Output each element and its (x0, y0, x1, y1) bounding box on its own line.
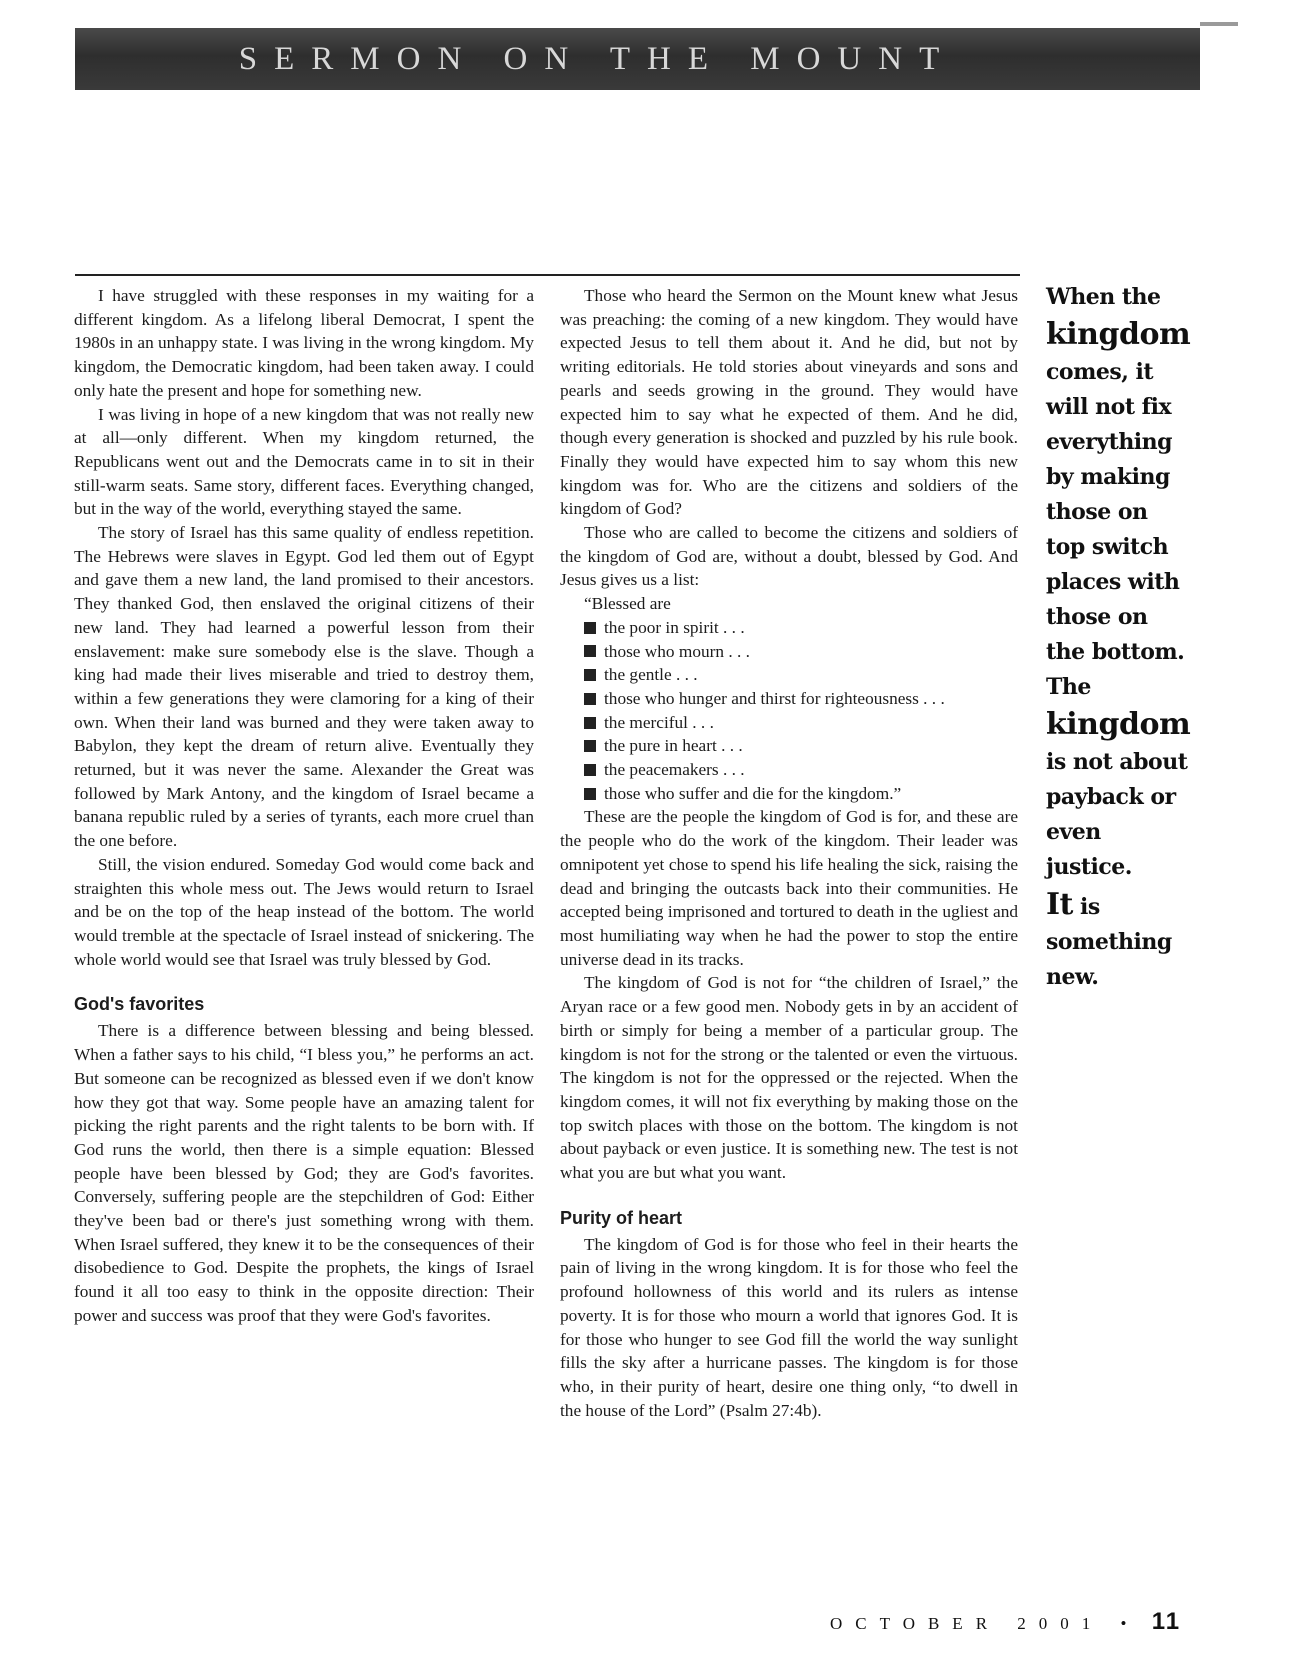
pull-quote-line: the bottom. (1046, 639, 1185, 665)
divider (75, 274, 1020, 276)
pull-quote-line: even (1046, 819, 1101, 845)
pull-quote-line: justice. (1046, 854, 1132, 880)
list-item: the peacemakers . . . (584, 758, 1018, 782)
paragraph: There is a difference between blessing and being blessed. When a father says to his child, “I bless you,” he performs an act. But someone can be recognized as blessed even if we don't know how they got that way. Some people have an amazing talent for picking the right parents and the right talents to be born with. If God runs the world, then there is a simple equation: Blessed people have been blessed by God; they are God's favorites. Conversely, suffering people are the stepchildren of God: Either they've been bad or there's just something wrong with them. When Israel suffered, they knew it to be the consequences of their disobedience to God. Despite the prophets, the kings of Israel found it all too easy to think in the opposite direction: Their power and success was proof that they were God's favorites. (74, 1021, 534, 1325)
paragraph: Those who are called to become the citizens and soldiers of the kingdom of God are, without a doubt, blessed by God. And Jesus gives us a list: (560, 523, 1018, 590)
paragraph: Still, the vision endured. Someday God would come back and straighten this whole mess out. The Jews would return to Israel and be on the top of the heap instead of the bottom. The world would tremble at the spectacle of Israel instead of snickering. The whole world would see that Israel was truly blessed by God. (74, 854, 534, 969)
bullet-separator: • (1120, 1614, 1135, 1633)
paragraph: The kingdom of God is for those who feel in their hearts the pain of living in the wrong kingdom. It is for those who feel the profound hollowness of this world and its rulers as intense poverty. It is for those who mourn a world that ignores God. It is for those who hunger to see God fill the world the way sunlight fills the sky after a hurricane passes. The kingdom is for those who, in their purity of heart, desire one thing only, “to dwell in the house of the Lord” (Psalm 27:4b). (560, 1234, 1018, 1420)
pull-quote-line: those on (1046, 499, 1148, 525)
paragraph: Those who heard the Sermon on the Mount knew what Jesus was preaching: the coming of a new kingdom. They would have expected Jesus to tell them about it. And he did, but not by writing editorials. He told stories about vineyards and sons and pearls and seeds growing in the ground. They would have expected him to say what he expected of them. And he did, though every generation is shocked and puzzled by his rule book. Finally they would have expected him to say whom this new kingdom was for. Who are the citizens and soldiers of the kingdom of God? (560, 286, 1018, 519)
square-bullet-icon (584, 764, 596, 776)
paragraph: I was living in hope of a new kingdom that was not really new at all—only different. When my kingdom returned, the Republicans went out and the Democrats came in to sit in their still-warm seats. Same story, different faces. Everything changed, but in the way of the world, everything stayed the same. (74, 404, 534, 519)
header-accent (1200, 22, 1238, 26)
pull-quote-line: When the (1046, 284, 1161, 310)
pull-quote-line: payback or (1046, 784, 1176, 810)
list-item: the pure in heart . . . (584, 734, 1018, 758)
pull-quote-line: kingdom (1046, 317, 1191, 352)
list-item: those who suffer and die for the kingdom.” (584, 782, 1018, 806)
square-bullet-icon (584, 622, 596, 634)
list-item: the gentle . . . (584, 663, 1018, 687)
pull-quote-line: will not fix (1046, 394, 1172, 420)
section-heading: God's favorites (74, 994, 205, 1015)
pull-quote-line: is not about (1046, 749, 1188, 775)
square-bullet-icon (584, 693, 596, 705)
square-bullet-icon (584, 645, 596, 657)
list-item: those who hunger and thirst for righteousness . . . (584, 687, 1018, 711)
pull-quote-line: by making (1046, 464, 1170, 490)
pull-quote-line: new. (1046, 964, 1099, 990)
page-number: 11 (1151, 1608, 1182, 1635)
section-heading: Purity of heart (560, 1207, 683, 1228)
pull-quote-line: those on (1046, 604, 1148, 630)
paragraph: The story of Israel has this same quality of endless repetition. The Hebrews were slaves in Egypt. God led them out of Egypt and gave them a new land, the land promised to their ancestors. They thanked God, then enslaved the original citizens of their new land. They had learned a powerful lesson from their enslavement: make sure somebody else is the slave. Though a king had made their lives miserable and tried to destroy them, within a few generations they were clamoring for a king of their own. When their land was burned and they were taken away to Babylon, they kept the dream of return alive. Eventually they returned, but it was never the same. Alexander the Great was followed by Mark Antony, and the kingdom of Israel became a banana republic ruled by a series of tyrants, each more cruel than the one before. (74, 523, 534, 851)
section-title: SERMON ON THE MOUNT (238, 40, 957, 77)
list-item: the poor in spirit . . . (584, 616, 1018, 640)
list-intro: “Blessed are (584, 594, 671, 614)
article-column-2 (560, 284, 1018, 1422)
pull-quote (1046, 280, 1196, 995)
pull-quote-line: It is (1046, 887, 1100, 922)
list-item: those who mourn . . . (584, 640, 1018, 664)
square-bullet-icon (584, 788, 596, 800)
paragraph: The kingdom of God is not for “the children of Israel,” the Aryan race or a few good men. Nobody gets in by an accident of birth or simply for being a member of a particular group. The kingdom is not for the strong or the talented or even the virtuous. The kingdom is not for the oppressed or the rejected. When the kingdom comes, it will not fix everything by making those on the top switch places with those on the bottom. The kingdom is not about payback or even justice. It is something new. The test is not what you are but what you want. (560, 973, 1018, 1183)
pull-quote-line: places with (1046, 569, 1180, 595)
list-item: the merciful . . . (584, 711, 1018, 735)
pull-quote-line: comes, it (1046, 359, 1154, 385)
beatitudes-list (560, 616, 1018, 806)
issue-date: OCTOBER 2001 (830, 1614, 1104, 1633)
pull-quote-line: something (1046, 929, 1172, 955)
pull-quote-line: top switch (1046, 534, 1169, 560)
pull-quote-line: The (1046, 674, 1091, 700)
pull-quote-line: everything (1046, 429, 1173, 455)
paragraph: These are the people the kingdom of God is for, and these are the people who do the work of the kingdom. Their leader was omnipotent yet chose to spend his life healing the sick, raising the dead and bringing the outcasts back into their communities. He accepted being imprisoned and tortured to death in the ugliest and most humiliating way when he had the power to stop the entire universe dead in its tracks. (560, 807, 1018, 969)
article-column-1 (74, 284, 534, 1328)
paragraph: I have struggled with these responses in my waiting for a different kingdom. As a lifelong liberal Democrat, I spent the 1980s in an unhappy state. I was living in the wrong kingdom. My kingdom, the Democratic kingdom, had been taken away. I could only hate the present and hope for something new. (74, 286, 534, 400)
section-header (75, 28, 1200, 90)
page-footer (830, 1608, 1181, 1636)
square-bullet-icon (584, 669, 596, 681)
pull-quote-line: kingdom (1046, 707, 1191, 742)
square-bullet-icon (584, 740, 596, 752)
square-bullet-icon (584, 717, 596, 729)
